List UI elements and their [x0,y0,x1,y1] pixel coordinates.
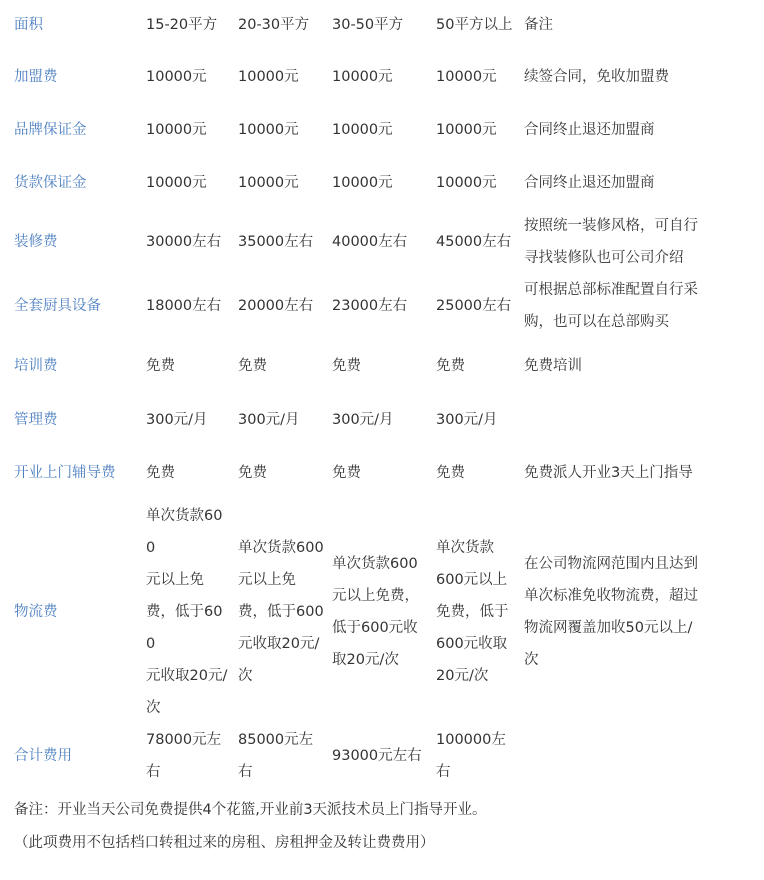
table-cell: 10000元 [238,68,299,85]
table-cell: 20-30平方 [238,17,310,33]
table-cell: 10000元 [238,121,299,138]
table-cell: 15-20平方 [146,17,218,33]
row-label: 培训费 [14,357,58,374]
row-label: 管理费 [14,411,58,428]
note-2: （此项费用不包括档口转租过来的房租、房租押金及转让费费用） [14,835,435,851]
table-cell: 合同终止退还加盟商 [524,175,655,191]
table-cell: 免费 [436,465,465,481]
table-cell: 300元/月 [146,411,208,428]
table-cell: 23000左右 [332,298,408,314]
table-cell: 在公司物流网范围内且达到 单次标准免收物流费，超过 物流网覆盖加收50元以上/ 次 [524,556,698,668]
table-cell: 合同终止退还加盟商 [524,121,655,138]
table-cell: 10000元 [146,121,207,138]
table-cell: 10000元 [146,175,207,191]
table-cell [520,724,746,788]
table-cell: 单次货款600 元以上免 费，低于600 元收取20元/ 次 [146,508,228,716]
table-cell: 25000左右 [436,298,512,314]
table-cell: 300元/月 [436,411,498,428]
row-label: 装修费 [14,234,58,250]
row-label: 面积 [14,17,43,33]
table-cell: 备注 [524,17,553,33]
table-row [10,338,746,393]
table-cell: 免费 [332,357,361,374]
row-label: 物流费 [14,604,58,620]
table-cell: 免费 [332,465,361,481]
table-row [10,210,746,274]
table-row [10,50,746,103]
row-label: 合计费用 [14,748,72,764]
table-row [10,724,746,788]
table-row [10,103,746,156]
table-cell: 40000左右 [332,234,408,250]
table-cell: 300元/月 [238,411,300,428]
table-row [10,446,746,500]
table-cell: 93000元左右 [332,748,422,764]
table-row [10,156,746,210]
table-cell: 10000元 [332,175,393,191]
table-cell: 免费派人开业3天上门指导 [524,465,693,481]
table-cell: 单次货款600 元以上免 费，低于600 元收取20元/ 次 [238,540,324,684]
row-label: 全套厨具设备 [14,298,101,314]
table-cell: 85000元左 右 [238,732,314,780]
table-row [10,500,746,724]
table-cell: 30000左右 [146,234,222,250]
table-cell [520,393,746,446]
row-label: 开业上门辅导费 [14,465,116,481]
table-cell: 30-50平方 [332,17,404,33]
table-cell: 35000左右 [238,234,314,250]
table-cell: 78000元左 右 [146,732,222,780]
table-cell: 按照统一装修风格，可自行 寻找装修队也可公司介绍 [524,218,698,266]
table-row [10,274,746,338]
table-cell: 10000元 [238,175,299,191]
fee-table [10,0,746,788]
table-cell: 免费 [436,357,465,374]
table-cell: 50平方以上 [436,17,513,33]
table-cell: 续签合同，免收加盟费 [524,68,669,85]
table-cell: 10000元 [332,68,393,85]
table-cell: 免费 [238,465,267,481]
table-cell: 可根据总部标准配置自行采 购，也可以在总部购买 [524,282,698,330]
table-cell: 免费 [146,357,175,374]
table-cell: 10000元 [436,175,497,191]
table-row [10,393,746,446]
table-cell: 20000左右 [238,298,314,314]
row-label: 品牌保证金 [14,121,87,138]
notes [10,794,764,860]
row-label: 加盟费 [14,68,58,85]
table-cell: 10000元 [332,121,393,138]
table-cell: 10000元 [146,68,207,85]
table-cell: 100000左 右 [436,732,506,780]
table-cell: 10000元 [436,68,497,85]
note-1: 备注：开业当天公司免费提供4个花篮,开业前3天派技术员上门指导开业。 [14,802,487,818]
table-row [10,0,746,50]
table-cell: 18000左右 [146,298,222,314]
table-cell: 45000左右 [436,234,512,250]
table-cell: 免费 [238,357,267,374]
table-cell: 单次货款 600元以上 免费，低于 600元收取 20元/次 [436,540,509,684]
table-cell: 单次货款600 元以上免费， 低于600元收 取20元/次 [332,556,419,668]
row-label: 货款保证金 [14,175,87,191]
table-cell: 10000元 [436,121,497,138]
table-cell: 免费培训 [524,357,582,374]
table-cell: 免费 [146,465,175,481]
table-cell: 300元/月 [332,411,394,428]
